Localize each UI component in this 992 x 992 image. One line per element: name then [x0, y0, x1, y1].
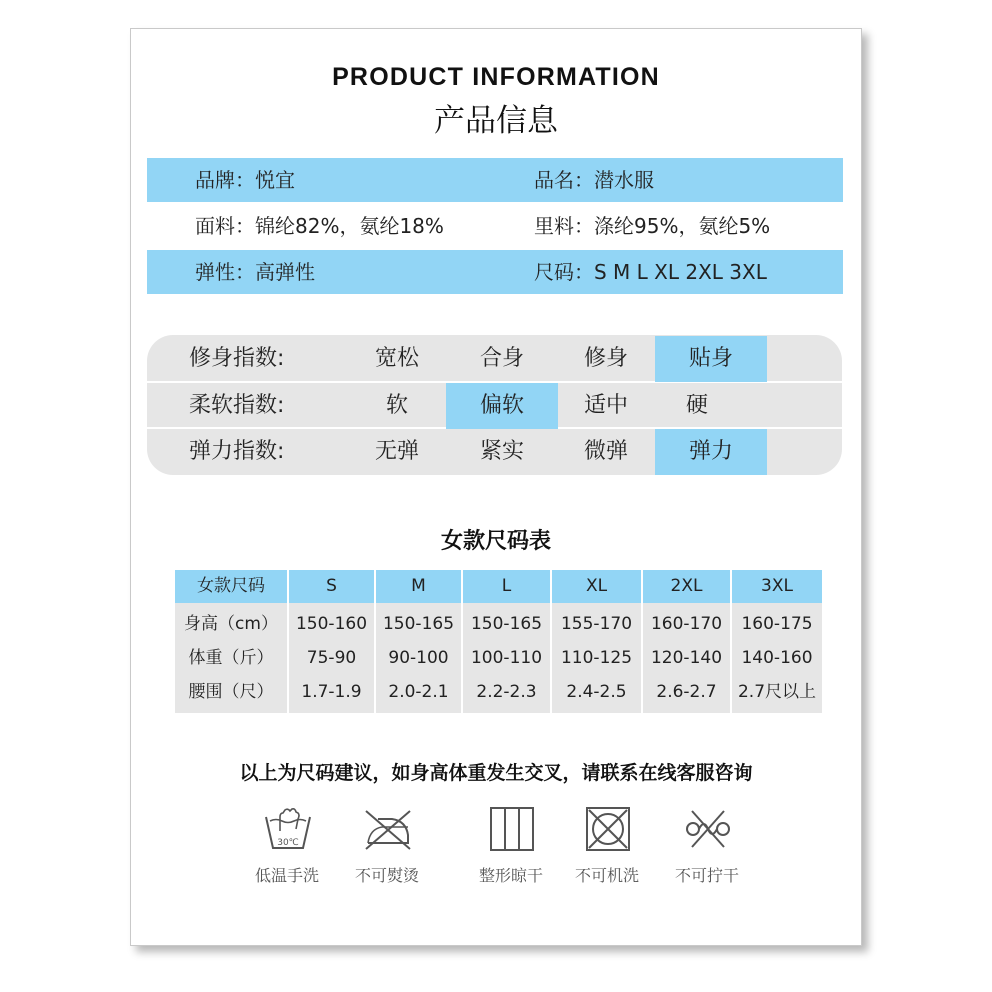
column-divider	[730, 570, 732, 713]
softness-option-hard: 硬	[685, 393, 708, 418]
table-cell: 2.7尺以上	[737, 682, 817, 702]
info-row-brand	[147, 158, 843, 202]
care-item-no-wring	[657, 805, 757, 895]
softness-option-fairly-soft-selected: 偏软	[446, 383, 558, 429]
brand-text: 品牌：悦宜	[195, 168, 295, 192]
stretch-option-stretch-selected: 弹力	[655, 429, 767, 475]
fabric-text: 面料：锦纶82%，氨纶18%	[195, 214, 444, 238]
column-divider	[287, 570, 289, 713]
softness-option-medium: 适中	[583, 393, 628, 418]
column-divider	[550, 570, 552, 713]
fit-index-label: 修身指数:	[189, 346, 285, 371]
table-cell: 140-160	[741, 648, 813, 668]
size-table	[175, 570, 822, 713]
table-cell: 100-110	[470, 648, 543, 668]
care-item-no-machine-wash	[557, 805, 657, 895]
header-cell: 女款尺码	[197, 576, 265, 596]
care-label: 整形晾干	[478, 866, 543, 885]
table-cell: 75-90	[306, 648, 357, 668]
table-cell: 90-100	[388, 648, 449, 668]
shade-dry-icon	[486, 805, 538, 853]
care-label: 低温手洗	[254, 866, 319, 885]
table-row-waist	[175, 676, 822, 710]
care-label: 不可机洗	[574, 866, 639, 885]
header-cell: XL	[585, 576, 608, 596]
elasticity-text: 弹性：高弹性	[195, 260, 315, 284]
table-cell: 110-125	[560, 648, 633, 668]
softness-option-soft: 软	[385, 393, 408, 418]
row-label: 身高（cm）	[184, 614, 278, 634]
header-cell: M	[411, 576, 426, 596]
header-cell: 2XL	[670, 576, 703, 596]
fit-option-loose: 宽松	[374, 346, 419, 371]
fit-option-slim: 修身	[583, 346, 628, 371]
table-cell: 1.7-1.9	[301, 682, 362, 702]
stretch-index-label: 弹力指数:	[189, 439, 285, 464]
stretch-option-firm: 紧实	[479, 439, 524, 464]
table-row-height	[175, 608, 822, 642]
product-info-card	[130, 28, 862, 946]
table-cell: 2.2-2.3	[476, 682, 537, 702]
table-cell: 150-165	[382, 614, 455, 634]
table-cell: 150-165	[470, 614, 543, 634]
care-item-no-iron	[337, 805, 437, 895]
header-cell: 3XL	[761, 576, 793, 596]
title-chinese: 产品信息	[434, 103, 558, 139]
care-label: 不可熨烫	[354, 866, 419, 885]
info-row-elasticity	[147, 250, 843, 294]
table-cell: 160-175	[741, 614, 813, 634]
row-label: 体重（斤）	[188, 648, 274, 668]
fit-option-tight-selected: 贴身	[655, 336, 767, 382]
table-cell: 2.0-2.1	[388, 682, 449, 702]
header-cell: S	[326, 576, 337, 596]
no-machine-wash-icon	[582, 805, 634, 853]
care-item-shade-dry	[461, 805, 561, 895]
column-divider	[641, 570, 643, 713]
product-name-text: 品名：潜水服	[534, 168, 654, 192]
stretch-option-none: 无弹	[374, 439, 419, 464]
size-chart-title: 女款尺码表	[440, 529, 551, 554]
softness-index-label: 柔软指数:	[189, 393, 285, 418]
table-cell: 150-160	[295, 614, 368, 634]
temperature-label: 30℃	[277, 838, 299, 848]
table-cell: 2.6-2.7	[656, 682, 717, 702]
title-english: PRODUCT INFORMATION	[332, 63, 660, 91]
hand-wash-30-icon	[262, 805, 314, 853]
table-cell: 160-170	[650, 614, 723, 634]
column-divider	[374, 570, 376, 713]
column-divider	[461, 570, 463, 713]
no-iron-icon	[362, 805, 414, 853]
stretch-option-slight: 微弹	[583, 439, 628, 464]
size-table-header	[175, 570, 822, 603]
header-cell: L	[501, 576, 512, 596]
table-cell: 2.4-2.5	[566, 682, 627, 702]
fit-option-regular: 合身	[479, 346, 524, 371]
table-row-weight	[175, 642, 822, 676]
size-advice-note: 以上为尺码建议，如身高体重发生交叉，请联系在线客服咨询	[239, 762, 753, 784]
care-item-hand-wash	[237, 805, 337, 895]
lining-text: 里料：涤纶95%，氨纶5%	[534, 214, 771, 238]
row-label: 腰围（尺）	[188, 682, 274, 702]
care-label: 不可拧干	[674, 866, 739, 885]
table-cell: 120-140	[650, 648, 723, 668]
info-row-fabric	[147, 204, 843, 248]
sizes-text: 尺码：S M L XL 2XL 3XL	[534, 260, 767, 284]
table-cell: 155-170	[560, 614, 633, 634]
no-wring-icon	[682, 805, 734, 853]
